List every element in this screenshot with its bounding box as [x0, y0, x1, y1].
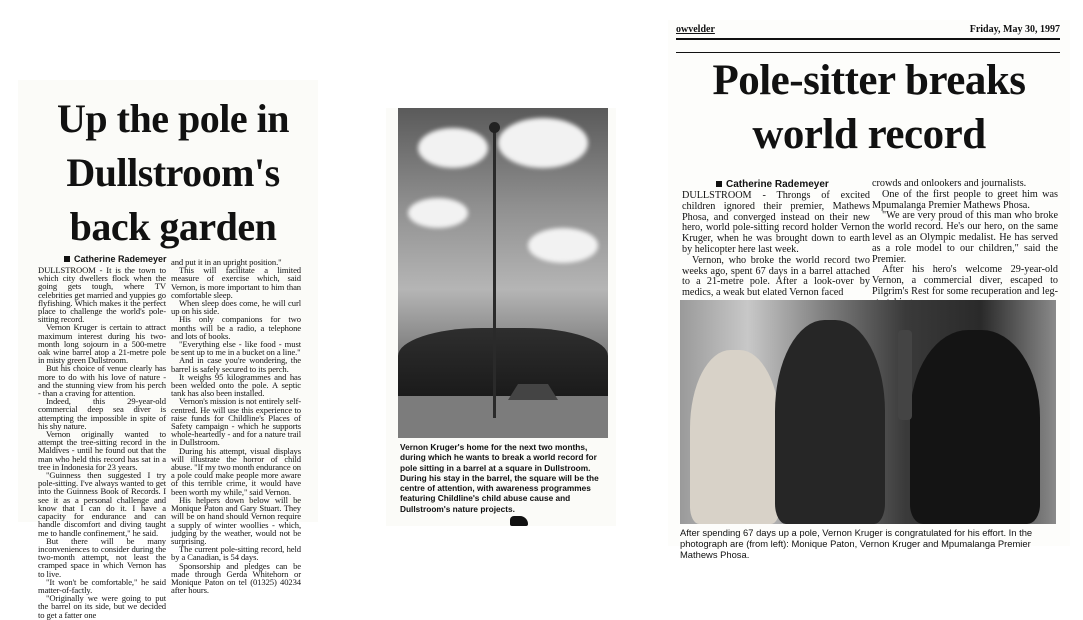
ground — [398, 396, 608, 438]
pole-photo-caption: Vernon Kruger's home for the next two months, during which he wants to break a world record for pole sitting in a barrel at a square in Dullstroom. During his stay in the barrel, the square will be the centre of attention, with awareness programmes featuring Childline's child abuse cause and Dullstroom's nature projects. — [400, 442, 599, 514]
left-column-2 — [171, 258, 301, 594]
right-clipping — [668, 20, 1070, 560]
bottle — [898, 330, 912, 420]
cloud — [408, 198, 468, 228]
paragraph: His helpers down below will be Monique Paton and Gary Stuart. They will be on hand should Vernon require a supply of winter woollies - which, judging by the weather, would not be surprising. — [171, 494, 301, 546]
newspaper-name: owvelder — [676, 24, 715, 35]
paragraph: His only companions for two months will be a radio, a telephone and lots of books. — [171, 314, 301, 341]
paragraph: "Guinness then suggested I try pole-sitting. I've always wanted to get into the Guinness Book of Records. I see it as a personal challenge and know that I can do it. I have a capacity for endurance and can handle discomfort and diving taught me to handle confinement," he said. — [38, 470, 166, 538]
person-vernon — [775, 320, 885, 524]
paragraph: One of the first people to greet him was Mpumalanga Premier Mathews Phosa. — [872, 188, 1058, 211]
corner-mark — [510, 516, 528, 526]
cloud — [498, 118, 588, 168]
paragraph: "Originally we were going to put the barrel on its side, but we decided to get a fatter one — [38, 593, 166, 620]
congratulation-photo — [680, 300, 1056, 524]
right-column-2 — [872, 179, 1058, 309]
divider — [676, 38, 1060, 40]
paragraph: But there will be many inconveniences to consider during the two-month attempt, not least the cramped space in which Vernon has to live. — [38, 535, 166, 579]
right-column-1 — [682, 191, 870, 299]
paragraph: "It won't be comfortable," he said matter-of-factly. — [38, 576, 166, 595]
paragraph: After his hero's welcome 29-year-old Vernon, a commercial diver, escaped to Pilgrim's Rest for some recuperation and leg- — [872, 264, 1058, 297]
paragraph: Vernon's mission is not entirely self-centred. He will use this experience to raise funds for Childline's Places of Safety campaign - which he supports whole-heartedly - and for a nature trail in Dullstroom. — [171, 396, 301, 448]
left-column-1 — [38, 266, 166, 619]
person-monique — [690, 350, 780, 524]
paragraph: Vernon Kruger is certain to attract maximum interest during his two-month long sojourn in a 500-metre oak wine barrel atop a 21-metre pole in misty green Dullstroom. — [38, 322, 166, 366]
pole — [493, 128, 496, 418]
paragraph: "Everything else - like food - must be sent up to me in a bucket on a line." — [171, 339, 301, 358]
paragraph: "We are very proud of this man who broke the world record. He's our hero, on the same level as an Olympic medalist. He has served as a role model to our children," said the Premier. — [872, 210, 1058, 265]
paragraph: But his choice of venue clearly has more to do with his love of nature - and the stunning view from his perch - than a craving for attention. — [38, 363, 166, 399]
middle-clipping — [386, 108, 616, 526]
paragraph: During his attempt, visual displays will illustrate the horror of child abuse. "If my two month endurance on a pole could make people more aware of this terrible crime, it would have been worth my while," said Vernon. — [171, 445, 301, 497]
trees — [398, 328, 608, 398]
paragraph: And in case you're wondering, the barrel is safely secured to its perch. — [171, 355, 301, 374]
paragraph: It weighs 95 kilogrammes and has been welded onto the pole. A septic tank has also been installed. — [171, 371, 301, 399]
paragraph: crowds and onlookers and journalists. — [872, 178, 1027, 189]
paragraph: This will facilitate a limited measure of exercise which, said Vernon, is more important to him than comfortable sleep. — [171, 265, 301, 300]
person-premier — [910, 330, 1040, 524]
right-byline: Catherine Rademeyer — [716, 179, 829, 190]
left-clipping — [18, 80, 318, 620]
barrel — [489, 122, 500, 133]
paragraph: and put it in an upright position." — [171, 257, 282, 267]
paragraph: DULLSTROOM - Throngs of excited children ignored their premier, Mathews Phosa, and converged instead on their new hero, world pole-sitting record holder Vernon Kruger, when he was brought down to earth by helicopter here last week. — [682, 190, 870, 255]
paragraph: When sleep does come, he will curl up on his side. — [171, 298, 301, 317]
cloud — [418, 128, 488, 168]
paragraph: Sponsorship and pledges can be made through Gerda Whitehorn or Monique Paton on tel (01325) 40234 after hours. — [171, 560, 301, 596]
cloud — [528, 228, 598, 263]
divider — [676, 52, 1060, 53]
left-headline: Up the pole in Dullstroom's back garden — [57, 96, 289, 249]
paragraph: The current pole-sitting record, held by a Canadian, is 54 days. — [171, 544, 301, 563]
right-headline: Pole-sitter breaks world record — [712, 57, 1026, 158]
pole-photo — [398, 108, 608, 438]
left-byline: Catherine Rademeyer — [64, 254, 167, 264]
newspaper-date: Friday, May 30, 1997 — [969, 24, 1060, 35]
paragraph: Vernon, who broke the world record two weeks ago, spent 67 days in a barrel attached to a 21-metre pole. After a look-over by medics, a weak but elated Vernon faced — [682, 254, 870, 299]
congratulation-photo-caption: After spending 67 days up a pole, Vernon Kruger is congratulated for his effort. In the photograph are (from left): Monique Paton, Vernon Kruger and Mpumalanga Premier Mathews Phosa. — [680, 527, 1033, 560]
paragraph: Vernon originally wanted to attempt the tree-sitting record in the Maldives - until he found out that the man who held this record has sat in a tree in Indonesia for 23 years. — [38, 429, 166, 472]
paragraph: Indeed, this 29-year-old commercial deep sea diver is attempting the impossible in spite of his shy nature. — [38, 396, 166, 431]
paragraph: DULLSTROOM - It is the town to which city dwellers flock when the going gets tough, where TV celebrities get married and yuppies go flyfishing. Which makes it the perfect place to challenge the world's pole-sitting record. — [38, 265, 166, 325]
